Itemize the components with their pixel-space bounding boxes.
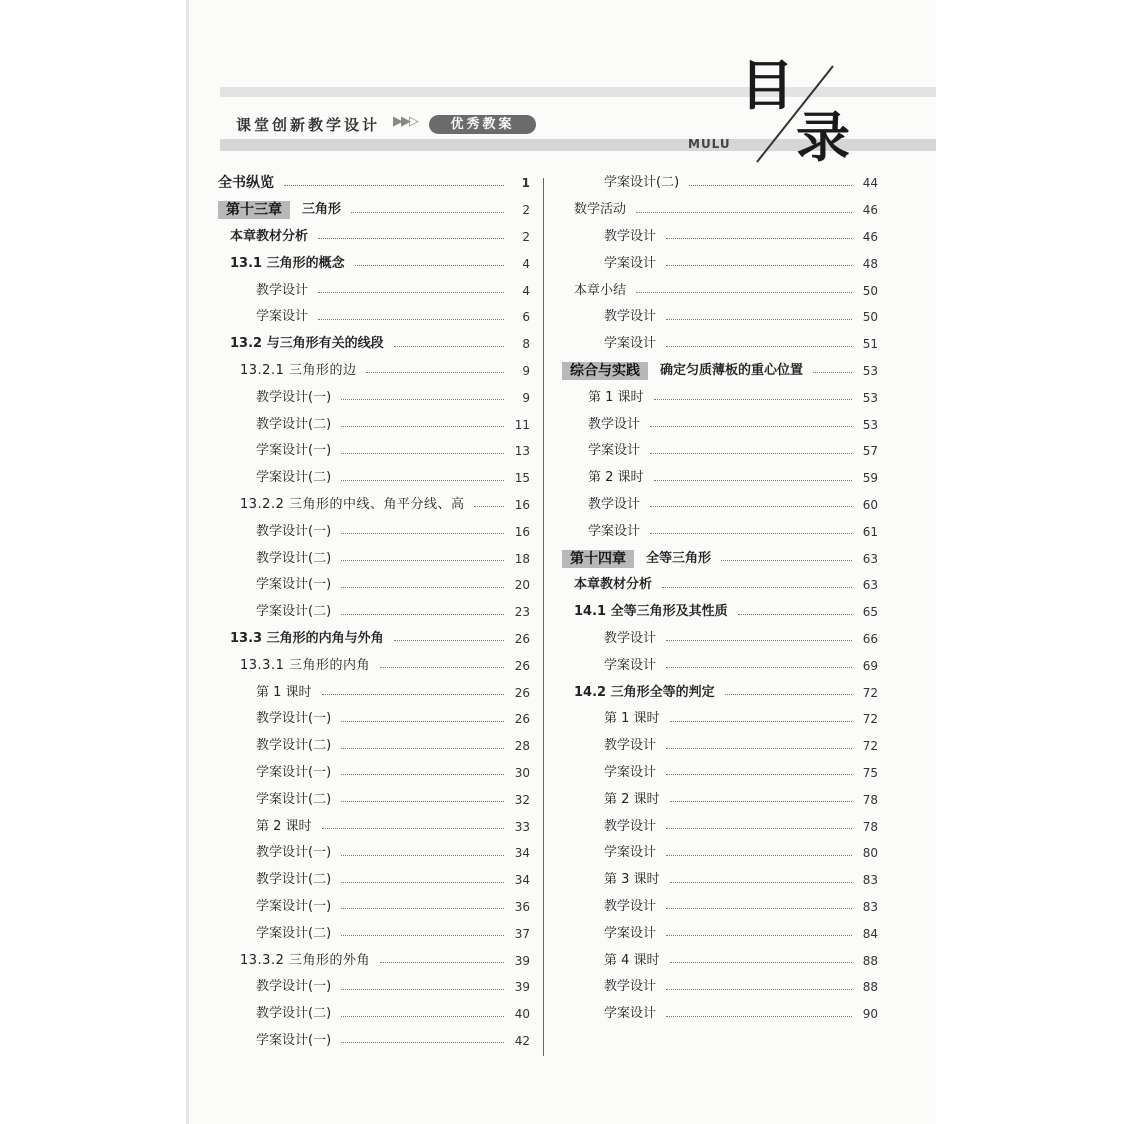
toc-entry[interactable] xyxy=(562,224,878,251)
toc-label: 教学设计(一) xyxy=(256,845,332,861)
toc-page: 78 xyxy=(862,792,878,807)
toc-entry[interactable] xyxy=(562,920,878,947)
toc-label: 教学设计(二) xyxy=(256,416,332,432)
dot-leader xyxy=(341,748,504,749)
toc-label: 教学设计 xyxy=(256,282,309,298)
dot-leader xyxy=(341,560,504,561)
toc-page: 80 xyxy=(862,846,878,861)
toc-label: 学案设计 xyxy=(604,336,657,352)
toc-label: 学案设计 xyxy=(256,309,309,325)
toc-page: 1 xyxy=(521,176,530,191)
toc-page: 2 xyxy=(522,229,530,244)
dot-leader xyxy=(318,238,504,239)
toc-page: 16 xyxy=(514,497,530,512)
toc-entry[interactable] xyxy=(562,384,878,411)
dot-leader xyxy=(341,533,504,534)
toc-page: 26 xyxy=(514,631,530,646)
toc-page: 9 xyxy=(522,390,530,405)
dot-leader xyxy=(366,372,504,373)
toc-page: 46 xyxy=(862,229,878,244)
toc-label: 学案设计 xyxy=(604,1006,657,1022)
toc-page: 16 xyxy=(514,524,530,539)
toc-entry[interactable] xyxy=(218,197,530,224)
toc-entry[interactable] xyxy=(218,1028,530,1055)
dot-leader xyxy=(666,774,852,775)
dot-leader xyxy=(666,640,852,641)
toc-label: 教学设计 xyxy=(604,738,657,754)
toc-entry[interactable] xyxy=(562,304,878,331)
toc-entry[interactable] xyxy=(562,867,878,894)
toc-page: 53 xyxy=(862,363,878,378)
toc-label: 学案设计(一) xyxy=(256,577,332,593)
page-edge xyxy=(186,0,189,1124)
toc-left-column xyxy=(218,170,530,1054)
toc-entry[interactable] xyxy=(218,679,530,706)
toc-label: 教学设计(二) xyxy=(256,1006,332,1022)
toc-label: 全书纵览 xyxy=(218,175,274,192)
toc-page: 50 xyxy=(862,310,878,325)
dot-leader xyxy=(670,882,852,883)
dot-leader xyxy=(813,372,852,373)
toc-entry[interactable] xyxy=(562,974,878,1001)
toc-entry[interactable] xyxy=(562,813,878,840)
toc-label: 学案设计 xyxy=(604,657,657,673)
dot-leader xyxy=(666,908,852,909)
dot-leader xyxy=(341,453,504,454)
series-title: 课堂创新教学设计 xyxy=(236,116,381,134)
toc-page: 83 xyxy=(862,899,878,914)
dot-leader xyxy=(322,694,504,695)
dot-leader xyxy=(341,935,504,936)
toc-label: 第 3 课时 xyxy=(604,872,660,888)
toc-entry[interactable] xyxy=(218,867,530,894)
toc-label: 学案设计 xyxy=(604,845,657,861)
toc-entry[interactable] xyxy=(218,947,530,974)
toc-entry[interactable] xyxy=(218,572,530,599)
dot-leader xyxy=(666,1016,852,1017)
toc-label: 学案设计(二) xyxy=(256,604,332,620)
dot-leader xyxy=(341,908,504,909)
dot-leader xyxy=(650,453,852,454)
dot-leader xyxy=(318,292,504,293)
toc-page: 59 xyxy=(862,471,878,486)
dot-leader xyxy=(341,801,504,802)
toc-page: 6 xyxy=(522,310,530,325)
dot-leader xyxy=(689,185,852,186)
dot-leader xyxy=(341,399,504,400)
toc-entry[interactable] xyxy=(218,465,530,492)
toc-entry[interactable] xyxy=(562,331,878,358)
toc-entry[interactable] xyxy=(218,250,530,277)
dot-leader xyxy=(318,319,504,320)
toc-page: 18 xyxy=(514,551,530,566)
toc-label: 14.2 三角形全等的判定 xyxy=(574,684,715,700)
toc-label: 13.1 三角形的概念 xyxy=(230,255,345,271)
toc-entry[interactable] xyxy=(218,304,530,331)
dot-leader xyxy=(351,212,504,213)
toc-label: 13.3.1 三角形的内角 xyxy=(240,657,370,673)
toc-entry[interactable] xyxy=(218,840,530,867)
dot-leader xyxy=(636,212,852,213)
toc-label: 学案设计(一) xyxy=(256,443,332,459)
toc-entry[interactable] xyxy=(218,626,530,653)
toc-label: 教学设计(二) xyxy=(256,550,332,566)
toc-label: 第 2 课时 xyxy=(256,818,312,834)
toc-entry[interactable] xyxy=(562,840,878,867)
toc-label: 学案设计(一) xyxy=(256,764,332,780)
toc-label: 学案设计(二) xyxy=(256,925,332,941)
toc-page: 69 xyxy=(862,658,878,673)
toc-entry[interactable] xyxy=(562,250,878,277)
dot-leader xyxy=(341,426,504,427)
toc-page: 4 xyxy=(522,283,530,298)
toc-label: 教学设计(一) xyxy=(256,711,332,727)
column-divider xyxy=(543,178,544,1056)
toc-page: 36 xyxy=(514,899,530,914)
toc-entry[interactable] xyxy=(562,947,878,974)
toc-entry[interactable] xyxy=(218,786,530,813)
toc-label: 第 2 课时 xyxy=(588,470,644,486)
dot-leader xyxy=(322,828,504,829)
toc-entry[interactable] xyxy=(562,679,878,706)
dot-leader xyxy=(636,292,852,293)
toc-entry[interactable] xyxy=(218,545,530,572)
toc-label: 学案设计 xyxy=(604,925,657,941)
toc-page: 46 xyxy=(862,203,878,218)
toc-entry[interactable] xyxy=(562,170,878,197)
toc-label: 本章小结 xyxy=(574,282,627,298)
dot-leader xyxy=(341,882,504,883)
chapter-chip: 第十四章 xyxy=(562,550,634,568)
dot-leader xyxy=(721,560,852,561)
toc-label: 第 1 课时 xyxy=(604,711,660,727)
chapter-chip: 第十三章 xyxy=(218,201,290,219)
dot-leader xyxy=(738,614,852,615)
dot-leader xyxy=(670,721,852,722)
toc-page: 88 xyxy=(862,953,878,968)
toc-page: 11 xyxy=(514,417,530,432)
toc-entry[interactable] xyxy=(218,599,530,626)
toc-label: 教学设计 xyxy=(604,818,657,834)
toc-label: 三角形 xyxy=(302,202,342,218)
toc-page: 20 xyxy=(514,578,530,593)
dot-leader xyxy=(666,935,852,936)
dot-leader xyxy=(394,640,504,641)
toc-label: 本章教材分析 xyxy=(230,228,309,244)
toc-entry[interactable] xyxy=(218,518,530,545)
toc-entry[interactable] xyxy=(562,760,878,787)
toc-label: 教学设计 xyxy=(604,630,657,646)
dot-leader xyxy=(341,1016,504,1017)
toc-label: 教学设计 xyxy=(604,898,657,914)
toc-entry[interactable] xyxy=(218,411,530,438)
toc-page: 65 xyxy=(862,605,878,620)
toc-entry[interactable] xyxy=(218,1001,530,1028)
toc-page: 2 xyxy=(522,203,530,218)
toc-entry[interactable] xyxy=(218,974,530,1001)
dot-leader xyxy=(670,962,852,963)
toc-label: 14.1 全等三角形及其性质 xyxy=(574,604,728,620)
toc-label: 学案设计 xyxy=(604,764,657,780)
toc-page: 30 xyxy=(514,765,530,780)
toc-label: 学案设计(二) xyxy=(256,791,332,807)
toc-page: 44 xyxy=(862,176,878,191)
toc-page: 57 xyxy=(862,444,878,459)
toc-entry[interactable] xyxy=(562,518,878,545)
toc-entry[interactable] xyxy=(562,277,878,304)
toc-label: 13.3 三角形的内角与外角 xyxy=(230,630,384,646)
toc-entry[interactable] xyxy=(562,626,878,653)
toc-page: 39 xyxy=(514,980,530,995)
toc-entry[interactable] xyxy=(218,894,530,921)
toc-page: 48 xyxy=(862,256,878,271)
toc-label: 教学设计 xyxy=(604,309,657,325)
toc-page: 26 xyxy=(514,685,530,700)
dot-leader xyxy=(394,346,504,347)
dot-leader xyxy=(380,962,504,963)
toc-page: 63 xyxy=(862,578,878,593)
dot-leader xyxy=(380,667,504,668)
toc-page: 53 xyxy=(862,417,878,432)
toc-label: 第 2 课时 xyxy=(604,791,660,807)
toc-label: 学案设计(一) xyxy=(256,898,332,914)
toc-entry[interactable] xyxy=(218,358,530,385)
toc-label: 学案设计 xyxy=(588,523,641,539)
toc-entry[interactable] xyxy=(562,894,878,921)
toc-page: 63 xyxy=(862,551,878,566)
dot-leader xyxy=(662,587,852,588)
toc-entry[interactable] xyxy=(218,331,530,358)
toc-entry[interactable] xyxy=(562,438,878,465)
toc-page: 61 xyxy=(862,524,878,539)
toc-label: 教学设计 xyxy=(604,979,657,995)
dot-leader xyxy=(666,748,852,749)
toc-page: 8 xyxy=(522,337,530,352)
toc-label: 13.2.2 三角形的中线、角平分线、高 xyxy=(240,496,465,512)
dot-leader xyxy=(666,346,852,347)
toc-label: 数学活动 xyxy=(574,202,627,218)
page-title-mu: 目 xyxy=(740,54,794,117)
toc-entry[interactable] xyxy=(218,492,530,519)
toc-page: 28 xyxy=(514,739,530,754)
toc-entry[interactable] xyxy=(562,492,878,519)
dot-leader xyxy=(341,480,504,481)
toc-entry[interactable] xyxy=(218,438,530,465)
toc-label: 教学设计(二) xyxy=(256,872,332,888)
toc-page: 26 xyxy=(514,658,530,673)
dot-leader xyxy=(666,828,852,829)
toc-page: 51 xyxy=(862,337,878,352)
toc-label: 学案设计(一) xyxy=(256,1032,332,1048)
toc-label: 教学设计(一) xyxy=(256,523,332,539)
dot-leader xyxy=(654,399,852,400)
toc-entry[interactable] xyxy=(218,384,530,411)
dot-leader xyxy=(474,506,504,507)
dot-leader xyxy=(341,721,504,722)
page-title-lu: 录 xyxy=(796,106,850,169)
toc-label: 教学设计 xyxy=(588,496,641,512)
toc-page: 75 xyxy=(862,765,878,780)
toc-label: 教学设计(一) xyxy=(256,389,332,405)
dot-leader xyxy=(654,480,852,481)
toc-page: 60 xyxy=(862,497,878,512)
toc-page: 84 xyxy=(862,926,878,941)
toc-page: 32 xyxy=(514,792,530,807)
toc-label: 第 4 课时 xyxy=(604,952,660,968)
toc-entry[interactable] xyxy=(562,706,878,733)
toc-entry[interactable] xyxy=(562,465,878,492)
toc-entry[interactable] xyxy=(218,224,530,251)
toc-right-column xyxy=(562,170,878,1028)
toc-label: 全等三角形 xyxy=(646,550,712,566)
toc-label: 确定匀质薄板的重心位置 xyxy=(660,362,804,378)
dot-leader xyxy=(284,185,504,186)
toc-page: 34 xyxy=(514,846,530,861)
toc-label: 教学设计 xyxy=(588,416,641,432)
dot-leader xyxy=(666,989,852,990)
toc-label: 第 1 课时 xyxy=(588,389,644,405)
toc-page: 72 xyxy=(862,685,878,700)
toc-label: 教学设计(一) xyxy=(256,979,332,995)
toc-page: 15 xyxy=(514,471,530,486)
toc-page: 33 xyxy=(514,819,530,834)
dot-leader xyxy=(341,587,504,588)
mulu-label: MULU xyxy=(688,137,731,151)
toc-page: 37 xyxy=(514,926,530,941)
toc-page: 39 xyxy=(514,953,530,968)
dot-leader xyxy=(666,319,852,320)
toc-page: 83 xyxy=(862,873,878,888)
toc-entry[interactable] xyxy=(562,545,878,572)
practice-chip: 综合与实践 xyxy=(562,362,648,380)
dot-leader xyxy=(670,801,852,802)
toc-entry[interactable] xyxy=(218,760,530,787)
toc-page: 90 xyxy=(862,1007,878,1022)
dot-leader xyxy=(341,989,504,990)
dot-leader xyxy=(341,855,504,856)
toc-entry[interactable] xyxy=(562,652,878,679)
dot-leader xyxy=(650,506,852,507)
toc-label: 教学设计 xyxy=(604,228,657,244)
toc-entry[interactable] xyxy=(218,813,530,840)
toc-label: 教学设计(二) xyxy=(256,738,332,754)
toc-entry[interactable] xyxy=(218,920,530,947)
toc-page: 53 xyxy=(862,390,878,405)
toc-entry[interactable] xyxy=(562,411,878,438)
toc-page: 34 xyxy=(514,873,530,888)
dot-leader xyxy=(650,426,852,427)
toc-page: 13 xyxy=(514,444,530,459)
toc-label: 13.3.2 三角形的外角 xyxy=(240,952,370,968)
dot-leader xyxy=(341,774,504,775)
toc-page: 9 xyxy=(522,363,530,378)
toc-label: 13.2.1 三角形的边 xyxy=(240,362,357,378)
toc-entry[interactable] xyxy=(562,197,878,224)
dot-leader xyxy=(355,265,504,266)
toc-label: 学案设计(二) xyxy=(256,470,332,486)
dot-leader xyxy=(666,238,852,239)
toc-label: 本章教材分析 xyxy=(574,577,653,593)
toc-entry[interactable] xyxy=(218,733,530,760)
toc-entry[interactable] xyxy=(218,170,530,197)
toc-page: 40 xyxy=(514,1007,530,1022)
dot-leader xyxy=(341,614,504,615)
toc-label: 第 1 课时 xyxy=(256,684,312,700)
toc-page: 72 xyxy=(862,712,878,727)
dot-leader xyxy=(650,533,852,534)
toc-page: 4 xyxy=(522,256,530,271)
toc-page: 23 xyxy=(514,605,530,620)
toc-page: 50 xyxy=(862,283,878,298)
dot-leader xyxy=(666,667,852,668)
category-pill: 优秀教案 xyxy=(429,115,536,134)
toc-label: 学案设计 xyxy=(588,443,641,459)
toc-entry[interactable] xyxy=(562,572,878,599)
toc-entry[interactable] xyxy=(218,652,530,679)
toc-label: 13.2 与三角形有关的线段 xyxy=(230,336,384,352)
dot-leader xyxy=(341,1042,504,1043)
toc-label: 学案设计 xyxy=(604,255,657,271)
toc-entry[interactable] xyxy=(218,277,530,304)
dot-leader xyxy=(666,855,852,856)
toc-label: 学案设计(二) xyxy=(604,175,680,191)
dot-leader xyxy=(666,265,852,266)
toc-page: 26 xyxy=(514,712,530,727)
toc-page: 66 xyxy=(862,631,878,646)
toc-page: 88 xyxy=(862,980,878,995)
toc-entry[interactable] xyxy=(562,733,878,760)
toc-entry[interactable] xyxy=(562,786,878,813)
toc-entry[interactable] xyxy=(218,706,530,733)
toc-page: 42 xyxy=(514,1033,530,1048)
toc-page: 78 xyxy=(862,819,878,834)
arrow-icon: ▶▶▷ xyxy=(393,114,417,129)
toc-entry[interactable] xyxy=(562,358,878,385)
toc-page: 72 xyxy=(862,739,878,754)
dot-leader xyxy=(725,694,852,695)
toc-entry[interactable] xyxy=(562,599,878,626)
toc-entry[interactable] xyxy=(562,1001,878,1028)
